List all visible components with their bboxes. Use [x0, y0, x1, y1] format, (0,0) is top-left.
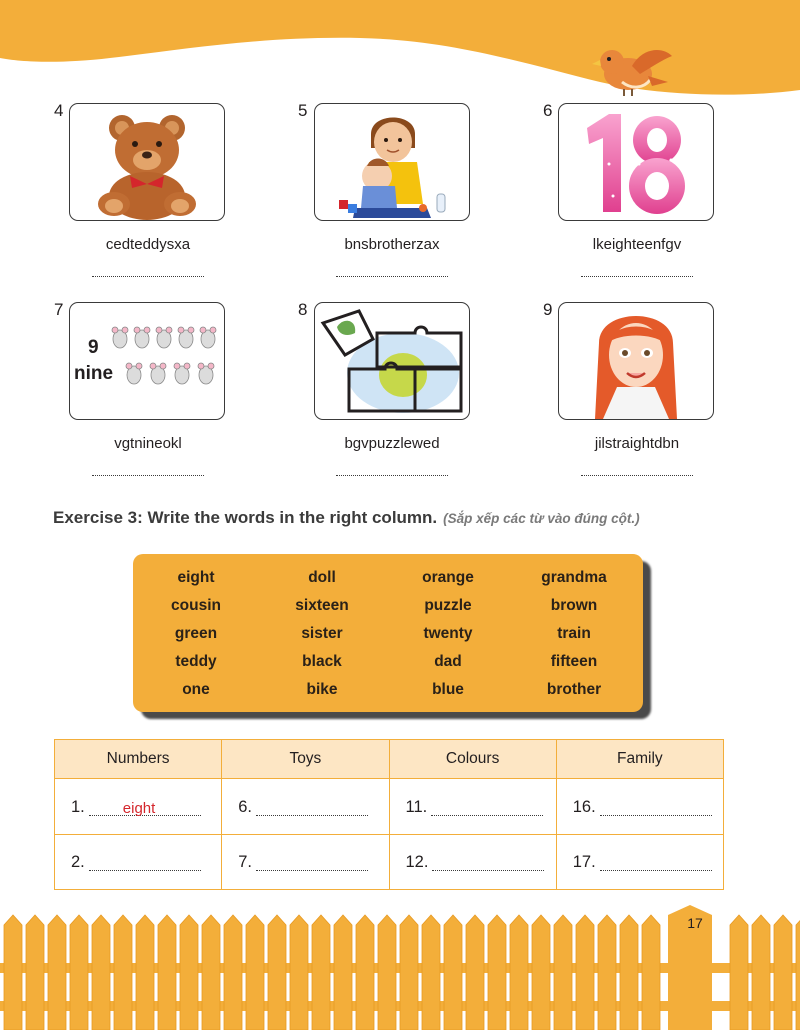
straight-hair-girl-image — [558, 302, 714, 420]
item-number: 1. — [71, 797, 85, 816]
word-bank — [133, 554, 643, 712]
item-number: 16. — [572, 797, 596, 816]
answer-line[interactable] — [336, 475, 448, 476]
item-number: 2. — [71, 853, 85, 872]
answer-blank[interactable] — [256, 797, 368, 816]
word-bank-item: brown — [550, 597, 598, 614]
picture-caption-word: nine — [74, 363, 114, 384]
word-bank-item: blue — [432, 681, 464, 698]
fence-picket — [796, 915, 800, 1030]
table-cell — [389, 834, 556, 890]
word-bank-item: fifteen — [550, 653, 598, 670]
number-eighteen-image — [558, 103, 714, 221]
fence-picket — [290, 915, 308, 1030]
word-bank-item: puzzle — [424, 597, 472, 614]
word-bank-item: dad — [434, 653, 462, 670]
table-row — [55, 779, 724, 835]
table-cell — [389, 779, 556, 835]
picture-number: 4 — [54, 101, 64, 120]
answer-blank[interactable] — [256, 852, 368, 871]
word-bank-item: doll — [308, 569, 336, 586]
exercise-3-title: Exercise 3: Write the words in the right column. — [53, 508, 438, 527]
answer-blank[interactable] — [431, 797, 543, 816]
word-bank-item: cousin — [171, 597, 221, 614]
picture-number: 9 — [543, 300, 553, 319]
word-bank-item: black — [302, 653, 342, 670]
fence-picket — [488, 915, 506, 1030]
answer-blank[interactable] — [89, 797, 201, 816]
exercise-3-subtitle: (Sắp xếp các từ vào đúng cột.) — [443, 511, 640, 526]
fence-picket — [4, 915, 22, 1030]
table-cell — [55, 779, 222, 835]
bird-icon — [592, 38, 676, 98]
answer-table — [54, 739, 724, 890]
fence-picket — [774, 915, 792, 1030]
fence-picket — [730, 915, 748, 1030]
fence-picket — [180, 915, 198, 1030]
fence-picket — [158, 915, 176, 1030]
table-cell — [556, 834, 723, 890]
column-header-toys: Toys — [222, 740, 389, 779]
table-cell — [222, 779, 389, 835]
scrambled-word: jilstraightdbn — [594, 435, 680, 452]
page-number: 17 — [687, 915, 703, 931]
column-header-colours: Colours — [389, 740, 556, 779]
fence-picket — [642, 915, 660, 1030]
answer-blank[interactable] — [89, 852, 201, 871]
fence-picket — [466, 915, 484, 1030]
item-number: 12. — [405, 853, 429, 872]
fence-picket — [444, 915, 462, 1030]
fence-picket — [378, 915, 396, 1030]
fence-picket — [510, 915, 528, 1030]
fence-picket — [268, 915, 286, 1030]
fence-picket — [202, 915, 220, 1030]
table-cell — [556, 779, 723, 835]
fence-picket — [136, 915, 154, 1030]
scrambled-word: bgvpuzzlewed — [344, 435, 440, 452]
fence-picket — [26, 915, 44, 1030]
scrambled-word: bnsbrotherzax — [344, 236, 440, 253]
answer-blank[interactable] — [600, 852, 712, 871]
fence-picket — [114, 915, 132, 1030]
scrambled-word: vgtnineokl — [114, 435, 182, 452]
fence-picket — [92, 915, 110, 1030]
word-bank-item: one — [182, 681, 210, 698]
nine-mice-image — [69, 302, 225, 420]
picture-number: 6 — [543, 101, 553, 120]
answer-line[interactable] — [581, 475, 693, 476]
word-bank-item: train — [557, 625, 591, 642]
table-cell — [222, 834, 389, 890]
fence-picket — [532, 915, 550, 1030]
answer-line[interactable] — [92, 475, 204, 476]
picture-number: 8 — [298, 300, 308, 319]
fence-picket — [598, 915, 616, 1030]
word-bank-item: twenty — [423, 625, 473, 642]
word-bank-item: eight — [177, 569, 215, 586]
word-bank-item: bike — [306, 681, 338, 698]
top-wave-banner — [0, 0, 800, 100]
fence-picket — [312, 915, 330, 1030]
picture-caption-number: 9 — [88, 337, 99, 358]
word-bank-item: green — [174, 625, 218, 642]
puzzle-image — [314, 302, 470, 420]
fence-picket — [620, 915, 638, 1030]
table-row — [55, 834, 724, 890]
word-bank-item: sixteen — [295, 597, 349, 614]
answer-line[interactable] — [92, 276, 204, 277]
column-header-numbers: Numbers — [55, 740, 222, 779]
teddy-bear-image — [69, 103, 225, 221]
answer-blank[interactable] — [600, 797, 712, 816]
exercise-3-heading — [53, 508, 640, 528]
fence-picket — [422, 915, 440, 1030]
fence-picket — [70, 915, 88, 1030]
picture-number: 5 — [298, 101, 308, 120]
fence-picket — [752, 915, 770, 1030]
scrambled-word: lkeighteenfgv — [592, 236, 682, 253]
answer-line[interactable] — [336, 276, 448, 277]
fence-picket — [356, 915, 374, 1030]
table-cell — [55, 834, 222, 890]
scrambled-word: cedteddysxa — [105, 236, 191, 253]
fence-picket — [48, 915, 66, 1030]
filled-answer: eight — [122, 799, 156, 817]
fence-picket — [224, 915, 242, 1030]
word-bank-item: brother — [546, 681, 602, 698]
word-bank-item: teddy — [175, 653, 217, 670]
brothers-image — [314, 103, 470, 221]
column-header-family: Family — [556, 740, 723, 779]
item-number: 6. — [238, 797, 253, 816]
word-bank-item: grandma — [541, 569, 607, 586]
item-number: 7. — [238, 853, 253, 872]
item-number: 11. — [405, 797, 428, 816]
fence-picket — [576, 915, 594, 1030]
fence-picket — [400, 915, 418, 1030]
fence-picket — [246, 915, 264, 1030]
item-number: 17. — [572, 853, 596, 872]
word-bank-item: orange — [422, 569, 474, 586]
answer-line[interactable] — [581, 276, 693, 277]
fence-picket — [334, 915, 352, 1030]
word-bank-item: sister — [301, 625, 343, 642]
answer-blank[interactable] — [432, 852, 544, 871]
fence-picket — [554, 915, 572, 1030]
picture-number: 7 — [54, 300, 64, 319]
